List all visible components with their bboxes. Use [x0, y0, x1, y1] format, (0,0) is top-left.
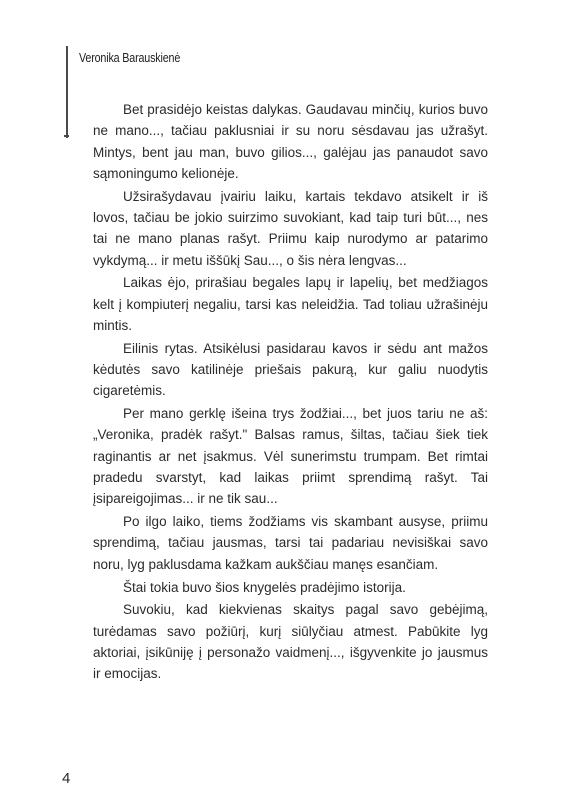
- paragraph: Užsirašydavau įvairiu laiku, kartais tekdavo atsikelt ir iš lovos, tačiau be jokio suirzimo suvokiant, kad taip turi būt..., nes tai ne mano planas rašyt. Priimu kaip nurodymo ar patarimo vykdymą... ir metu iššūkį Sau..., o šis nėra lengvas...: [93, 188, 488, 268]
- page-number: 4: [62, 770, 71, 787]
- paragraph: Per mano gerklę išeina trys žodžiai..., bet juos tariu ne aš: „Veronika, pradėk rašyt." Balsas ramus, šiltas, tačiau šiek tiek raginantis ar net įsakmus. Vėl sunerimstu trumpam. Bet rimtai pradedu svarstyt, kad laikas priimt sprendimą rašyt. Tai įsipareigojimas... ir ne tik sau...: [93, 406, 488, 507]
- body-text: [93, 99, 488, 686]
- paragraph: Eilinis rytas. Atsikėlusi pasidarau kavos ir sėdu ant mažos kėdutės savo katilinėje priešais pakurą, kur galiu nuodytis cigaretėmis.: [93, 340, 488, 399]
- running-header-author: Veronika Barauskienė: [79, 51, 181, 65]
- paragraph: Laikas ėjo, prirašiau begales lapų ir lapelių, bet medžiagos kelt į kompiuterį negaliu, tarsi kas neleidžia. Tad toliau užrašinėju mintis.: [93, 275, 488, 333]
- paragraph: Štai tokia buvo šios knygelės pradėjimo istorija.: [123, 579, 406, 595]
- margin-rule: [66, 46, 68, 138]
- paragraph: Suvokiu, kad kiekvienas skaitys pagal savo gebėjimą, turėdamas savo požiūrį, kurį siūlyčiau atmest. Pabūkite lyg aktoriai, įsikūniję į personažo vaidmenį..., išgyvenkite jo jausmus ir emocijas.: [93, 602, 488, 682]
- paragraph: Po ilgo laiko, tiems žodžiams vis skambant ausyse, priimu sprendimą, tačiau jausmas, tarsi tai padariau nevisiškai savo noru, lyg paklusdama kažkam aukščiau manęs esančiam.: [93, 514, 488, 572]
- paragraph: Bet prasidėjo keistas dalykas. Gaudavau minčių, kurios buvo ne mano..., tačiau paklusniai ir su noru sėsdavau jas užrašyt. Mintys, bent jau man, buvo gilios..., galėjau jas panaudot savo sąmoningumo kelionėje.: [93, 102, 488, 181]
- margin-rule-tick: [64, 135, 69, 137]
